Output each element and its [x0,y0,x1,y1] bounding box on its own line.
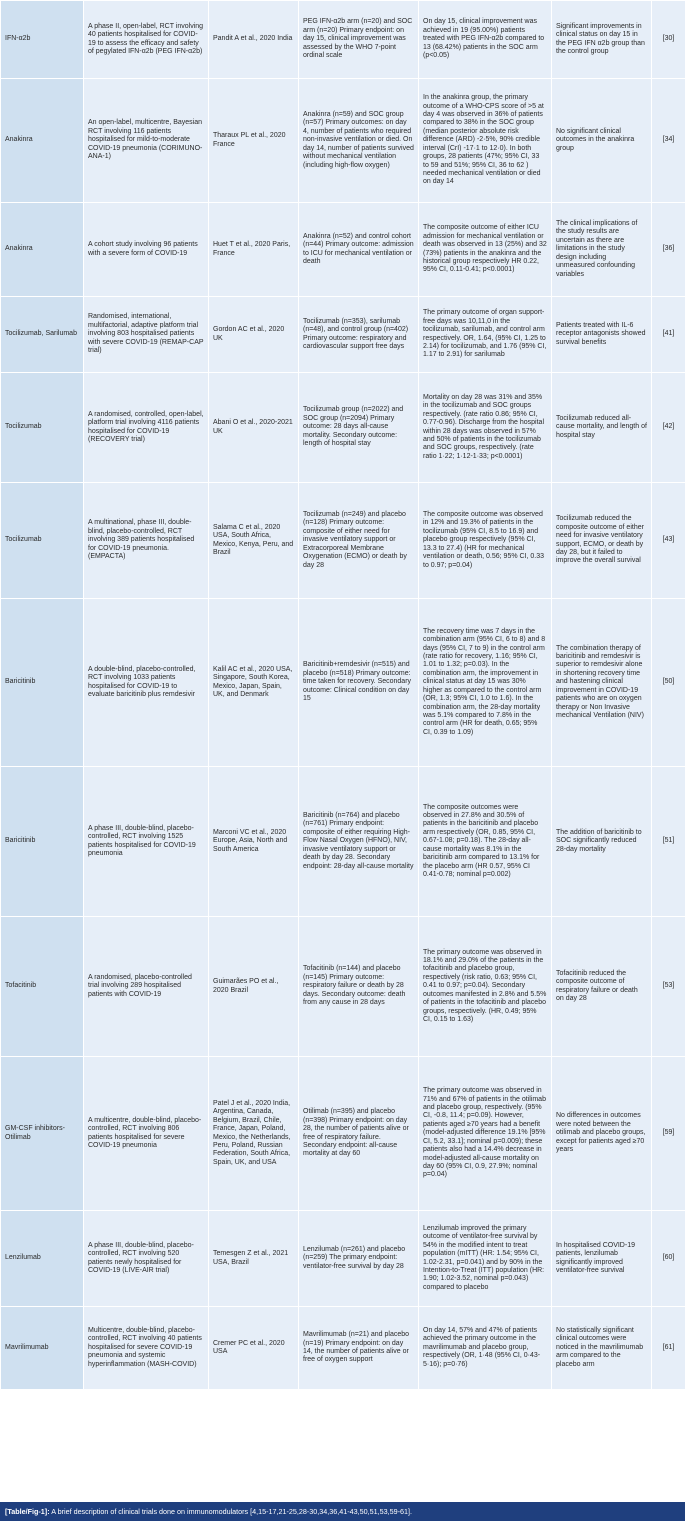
authors-cell: Patel J et al., 2020 India, Argentina, Canada, Belgium, Brazil, Chile, France, Japan, Poland, Mexico, the Netherlands, Peru, Poland, Russian Federation, South Africa, Spain, UK, and USA [209,1057,299,1211]
drug-cell: Mavrilimumab [1,1307,84,1390]
study-design-cell: A phase III, double-blind, placebo-controlled, RCT involving 1525 patients hospitalised for COVID-19 pneumonia [84,767,209,917]
reference-cell: [30] [652,1,685,79]
outcomes-cell: Anakinra (n=59) and SOC group (n=57) Primary outcomes: on day 4, number of patients who required non-invasive ventilation or died. On day 14, number of patients survived without mechanical ventilation (including high-flow oxygen) [299,79,419,203]
outcomes-cell: Lenzilumab (n=261) and placebo (n=259) The primary endpoint: ventilator-free survival by day 28 [299,1211,419,1307]
study-design-cell: A multicentre, double-blind, placebo-controlled, RCT involving 806 patients hospitalised for severe COVID-19 pneumonia [84,1057,209,1211]
authors-cell: Abani O et al., 2020-2021 UK [209,373,299,483]
authors-cell: Guimarães PO et al., 2020 Brazil [209,917,299,1057]
results-cell: The primary outcome was observed in 71% and 67% of patients in the otilimab and placebo group, respectively. (95% CI, -0.8, 11.4; p=0.09). However, patients aged ≥70 years had a benefit (model-adjusted difference 19.1% [95% CI, 5.2, 33.1]; nominal p=0.009); these patients also had a 14.4% decrease in model-adjusted all-cause mortality on day 60 (95% CI, 0.9, 27.9%; nominal p=0.04) [419,1057,552,1211]
authors-cell: Salama C et al., 2020 USA, South Africa, Mexico, Kenya, Peru, and Brazil [209,483,299,599]
reference-cell: [50] [652,599,685,767]
study-design-cell: A phase II, open-label, RCT involving 40 patients hospitalised for COVID-19 to assess the efficacy and safety of pegylated IFN-α2b (PEG IFN-α2b) [84,1,209,79]
table-row [1,1211,685,1307]
drug-cell: Tocilizumab [1,483,84,599]
drug-cell: Tofacitinib [1,917,84,1057]
authors-cell: Gordon AC et al., 2020 UK [209,297,299,373]
outcomes-cell: Tofacitinib (n=144) and placebo (n=145) Primary outcome: respiratory failure or death by 28 days. Secondary outcome: death from any cause in 28 days [299,917,419,1057]
results-cell: On day 15, clinical improvement was achieved in 19 (95.00%) patients treated with PEG IFN-α2b compared to 13 (68.42%) patients in the SOC arm (p<0.05) [419,1,552,79]
reference-cell: [42] [652,373,685,483]
conclusion-cell: No differences in outcomes were noted between the otilimab and placebo groups, except for patients aged ≥70 years [552,1057,652,1211]
outcomes-cell: Baricitinib+remdesivir (n=515) and placebo (n=518) Primary outcome: time taken for recovery. Secondary outcome: Clinical condition on day 15 [299,599,419,767]
study-design-cell: Multicentre, double-blind, placebo-controlled, RCT involving 40 patients hospitalised for severe COVID-19 pneumonia and systemic hyperinflammation (MASH-COVID) [84,1307,209,1390]
conclusion-cell: Patients treated with IL-6 receptor antagonists showed survival benefits [552,297,652,373]
table-row [1,917,685,1057]
reference-cell: [60] [652,1211,685,1307]
authors-cell: Marconi VC et al., 2020 Europe, Asia, North and South America [209,767,299,917]
authors-cell: Pandit A et al., 2020 India [209,1,299,79]
study-design-cell: A phase III, double-blind, placebo-controlled, RCT involving 520 patients newly hospitalised for COVID-19 (LIVE-AIR trial) [84,1211,209,1307]
reference-cell: [59] [652,1057,685,1211]
table-row [1,767,685,917]
authors-cell: Tharaux PL et al., 2020 France [209,79,299,203]
table-row [1,599,685,767]
results-cell: The recovery time was 7 days in the combination arm (95% CI, 6 to 8) and 8 days (95% CI, 7 to 9) in the control arm (rate ratio for recovery, 1.16; 95% CI, 1.01 to 1.32; p=0.03). In the combination arm, the improvement in clinical status at day 15 was 30% higher as compared to the control arm (OR, 1.3; 95% CI, 1.0 to 1.6). In the combination arm, the 28-day mortality was 5.1% compared to 7.8% in the control arm (HR for death, 0.65; 95% CI, 0.39 to 1.09) [419,599,552,767]
results-cell: On day 14, 57% and 47% of patients achieved the primary outcome in the mavrilimumab and placebo group, respectively (OR, 1·48 (95% CI, 0·43-5·16); p=0·76) [419,1307,552,1390]
reference-cell: [34] [652,79,685,203]
study-design-cell: A multinational, phase III, double-blind, placebo-controlled, RCT involving 389 patients hospitalised for COVID-19 pneumonia. (EMPACTA) [84,483,209,599]
drug-cell: Baricitinib [1,767,84,917]
drug-cell: IFN-α2b [1,1,84,79]
table-body [1,1,685,1390]
results-cell: The composite outcome was observed in 12% and 19.3% of patients in the tocilizumab (95% CI, 8.5 to 16.9) and placebo group respectively (95% CI, 13.3 to 27.4) (HR for mechanical ventilation or death, 0.56; 95% CI, 0.33 to 0.97; p=0.04) [419,483,552,599]
reference-cell: [53] [652,917,685,1057]
results-cell: The composite outcomes were observed in 27.8% and 30.5% of patients in the baricitinib and placebo arm respectively (OR, 0.85, 95% CI, 0.67-1.08; p=0.18). The 28-day all-cause mortality was 8.1% in the baricitinib arm compared to 13.1% for the placebo arm (HR 0.57, 95% CI 0.41-0.78; nominal p=0.002) [419,767,552,917]
caption-text: A brief description of clinical trials done on immunomodulators [4,15-17,21-25,28-30,34,36,41-43,50,51,53,59-61]. [49,1507,412,1516]
reference-cell: [51] [652,767,685,917]
study-design-cell: A randomised, controlled, open-label, platform trial involving 4116 patients hospitalised for COVID-19 (RECOVERY trial) [84,373,209,483]
study-design-cell: A randomised, placebo-controlled trial involving 289 hospitalised patients with COVID-19 [84,917,209,1057]
drug-cell: Anakinra [1,203,84,297]
outcomes-cell: Baricitinib (n=764) and placebo (n=761) Primary endpoint: composite of either requiring High-Flow Nasal Oxygen (HFNO), NIV, invasive ventilatory support or death by day 28. Secondary endpoint: 28-day all-cause mortality [299,767,419,917]
conclusion-cell: Tocilizumab reduced the composite outcome of either need for invasive ventilatory support, ECMO, or death by day 28, but it failed to improve the overall survival [552,483,652,599]
table-row [1,203,685,297]
conclusion-cell: Significant improvements in clinical status on day 15 in the PEG IFN α2b group than the control group [552,1,652,79]
outcomes-cell: Otilimab (n=395) and placebo (n=398) Primary endpoint: on day 28, the number of patients alive or free of respiratory failure. Secondary endpoint: all-cause mortality at day 60 [299,1057,419,1211]
study-design-cell: An open-label, multicentre, Bayesian RCT involving 116 patients hospitalised for mild-to-moderate COVID-19 pneumonia (CORIMUNO-ANA-1) [84,79,209,203]
results-cell: Mortality on day 28 was 31% and 35% in the tocilizumab and SOC groups respectively. (rate ratio 0.86; 95% CI, 0.77-0.96). Discharge from the hospital within 28 days was observed in 57% and 50% of patients in the tocilizumab and SOC groups, respectively. (rate ratio 1·22; 1·12-1·33; p<0.0001) [419,373,552,483]
authors-cell: Huet T et al., 2020 Paris, France [209,203,299,297]
conclusion-cell: In hospitalised COVID-19 patients, lenzilumab significantly improved ventilator-free survival [552,1211,652,1307]
authors-cell: Temesgen Z et al., 2021 USA, Brazil [209,1211,299,1307]
table-row [1,1057,685,1211]
table-caption [0,1502,685,1521]
table-row [1,1307,685,1390]
table-row [1,1,685,79]
drug-cell: Lenzilumab [1,1211,84,1307]
caption-label: [Table/Fig-1]: [5,1507,50,1516]
conclusion-cell: No statistically significant clinical outcomes were noticed in the mavrilimumab arm compared to the placebo arm [552,1307,652,1390]
drug-cell: GM-CSF inhibitors-Otilimab [1,1057,84,1211]
reference-cell: [36] [652,203,685,297]
study-design-cell: A cohort study involving 96 patients with a severe form of COVID-19 [84,203,209,297]
conclusion-cell: The addition of baricitinib to SOC significantly reduced 28-day mortality [552,767,652,917]
authors-cell: Cremer PC et al., 2020 USA [209,1307,299,1390]
conclusion-cell: The clinical implications of the study results are uncertain as there are limitations in the study design including unmeasured confounding variables [552,203,652,297]
drug-cell: Tocilizumab [1,373,84,483]
outcomes-cell: Tocilizumab (n=249) and placebo (n=128) Primary outcome: composite of either need for invasive ventilatory support or Extracorporeal Membrane Oxygenation (ECMO) or death by day 28 [299,483,419,599]
outcomes-cell: Tocilizumab (n=353), sarilumab (n=48), and control group (n=402) Primary outcome: respiratory and cardiovascular support free days [299,297,419,373]
conclusion-cell: The combination therapy of baricitinib and remdesivir is superior to remdesivir alone in shortening recovery time and hastening clinical improvement in COVID-19 patients who are on oxygen therapy or Non Invasive mechanical Ventilation (NIV) [552,599,652,767]
outcomes-cell: Mavrilimumab (n=21) and placebo (n=19) Primary endpoint: on day 14, the number of patients alive or free of oxygen support [299,1307,419,1390]
drug-cell: Tocilizumab, Sarilumab [1,297,84,373]
authors-cell: Kalil AC et al., 2020 USA, Singapore, South Korea, Mexico, Japan, Spain, UK, and Denmark [209,599,299,767]
results-cell: The composite outcome of either ICU admission for mechanical ventilation or death was observed in 13 (25%) and 32 (73%) patients in the anakinra and the historical group respectively HR 0.22, 95% CI, 0.11-0.41; p<0.0001) [419,203,552,297]
outcomes-cell: Anakinra (n=52) and control cohort (n=44) Primary outcome: admission to ICU for mechanical ventilation or death [299,203,419,297]
results-cell: The primary outcome of organ support-free days was 10,11,0 in the tocilizumab, sarilumab, and control arm respectively. OR, 1.64, (95% CI, 1.25 to 2.14) for tocilizumab, and 1.76 (95% CI, 1.17 to 2.91) for sarilumab [419,297,552,373]
reference-cell: [61] [652,1307,685,1390]
study-design-cell: A double-blind, placebo-controlled, RCT involving 1033 patients hospitalised for COVID-19 to evaluate baricitinib plus remdesivir [84,599,209,767]
drug-cell: Anakinra [1,79,84,203]
results-cell: In the anakinra group, the primary outcome of a WHO-CPS score of >5 at day 4 was observed in 36% of patients compared to 38% in the SOC group (median posterior absolute risk difference (ARD) -2·5%, 90% credible interval (CrI) -17·1 to 12·0). In both groups, 28 patients (47%; 95% CI, 33 to 59 and 51%; 95% CI, 36 to 62 ) needed mechanical ventilation or died on day 14 [419,79,552,203]
table-row [1,373,685,483]
reference-cell: [41] [652,297,685,373]
study-design-cell: Randomised, international, multifactorial, adaptive platform trial involving 803 hospitalised patients with severe COVID-19 (REMAP-CAP trial) [84,297,209,373]
table-row [1,297,685,373]
outcomes-cell: Tocilizumab group (n=2022) and SOC group (n=2094) Primary outcome: 28 days all-cause mortality. Secondary outcome: length of hospital stay [299,373,419,483]
conclusion-cell: No significant clinical outcomes in the anakinra group [552,79,652,203]
results-cell: The primary outcome was observed in 18.1% and 29.0% of the patients in the tofacitinib and placebo group, respectively (risk ratio, 0.63; 95% CI, 0.41 to 0.97; p=0.04). Secondary outcomes manifested in 2.8% and 5.5% of patients in the tofacitinib and placebo groups, respectively. (HR, 0.49; 95% CI, 0.15 to 1.63) [419,917,552,1057]
results-cell: Lenzilumab improved the primary outcome of ventilator-free survival by 54% in the modified intent to treat population (mITT) (HR: 1.54; 95% CI, 1.02-2.31, p=0.041) and by 90% in the Intention-to-Treat (ITT) population (HR: 1.90; 1.02-3.52, nominal p=0.043) compared to placebo [419,1211,552,1307]
reference-cell: [43] [652,483,685,599]
conclusion-cell: Tocilizumab reduced all-cause mortality, and length of hospital stay [552,373,652,483]
table-row [1,79,685,203]
outcomes-cell: PEG IFN-α2b arm (n=20) and SOC arm (n=20) Primary endpoint: on day 15, clinical improvement was assessed by the WHO 7-point ordinal scale [299,1,419,79]
table-row [1,483,685,599]
drug-cell: Baricitinib [1,599,84,767]
conclusion-cell: Tofacitinib reduced the composite outcome of respiratory failure or death on day 28 [552,917,652,1057]
